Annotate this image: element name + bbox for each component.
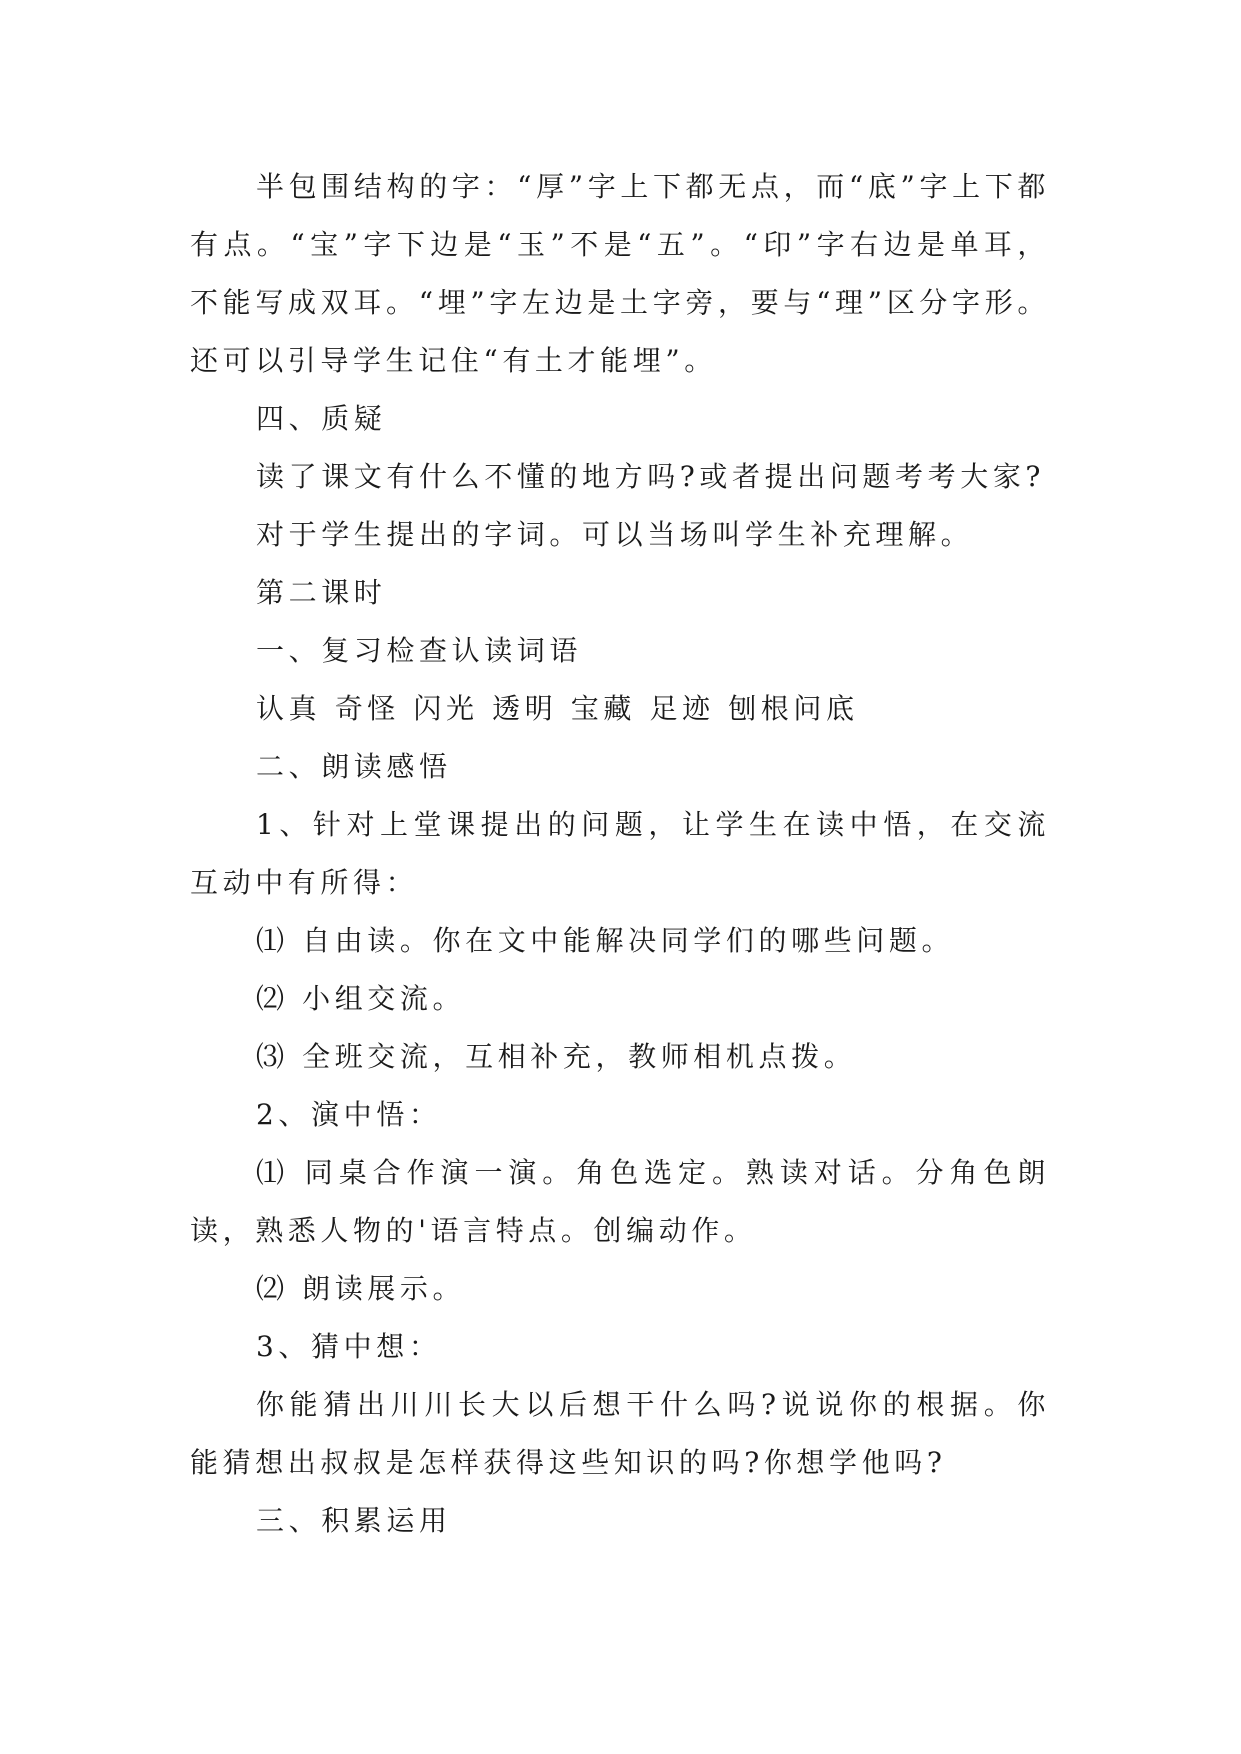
paragraph-step-1: 1、针对上堂课提出的问题，让学生在读中悟，在交流互动中有所得： (190, 808, 1050, 899)
list-item-class-exchange: ⑶ 全班交流，互相补充，教师相机点拨。 (256, 1040, 857, 1073)
heading-reading-insight: 二、朗读感悟 (256, 750, 452, 783)
list-item-reading-show: ⑵ 朗读展示。 (256, 1272, 466, 1305)
list-item-group-exchange: ⑵ 小组交流。 (256, 982, 466, 1015)
heading-questioning: 四、质疑 (256, 402, 387, 435)
heading-review-words: 一、复习检查认读词语 (256, 634, 583, 667)
heading-second-lesson: 第二课时 (256, 576, 387, 609)
paragraph-step-2: 2、演中悟： (256, 1098, 442, 1131)
paragraph-student-words: 对于学生提出的字词。可以当场叫学生补充理解。 (256, 518, 974, 551)
paragraph-word-list: 认真 奇怪 闪光 透明 宝藏 足迹 刨根问底 (256, 692, 859, 725)
list-item-role-play: ⑴ 同桌合作演一演。角色选定。熟读对话。分角色朗读，熟悉人物的'语言特点。创编动作。 (190, 1156, 1050, 1247)
paragraph-guess-questions: 你能猜出川川长大以后想干什么吗?说说你的根据。你能猜想出叔叔是怎样获得这些知识的吗?你想学他吗? (190, 1388, 1050, 1479)
heading-accumulate-apply: 三、积累运用 (256, 1504, 452, 1537)
list-item-free-reading: ⑴ 自由读。你在文中能解决同学们的哪些问题。 (256, 924, 955, 957)
document-body (190, 158, 1050, 1550)
paragraph-radical-structure: 半包围结构的字：“厚”字上下都无点，而“底”字上下都有点。“宝”字下边是“玉”不是“五”。“印”字右边是单耳，不能写成双耳。“埋”字左边是土字旁，要与“理”区分字形。还可以引导学生记住“有土才能埋”。 (190, 170, 1050, 377)
paragraph-step-3: 3、猜中想： (256, 1330, 442, 1363)
paragraph-question-prompt: 读了课文有什么不懂的地方吗?或者提出问题考考大家? (256, 460, 1046, 493)
